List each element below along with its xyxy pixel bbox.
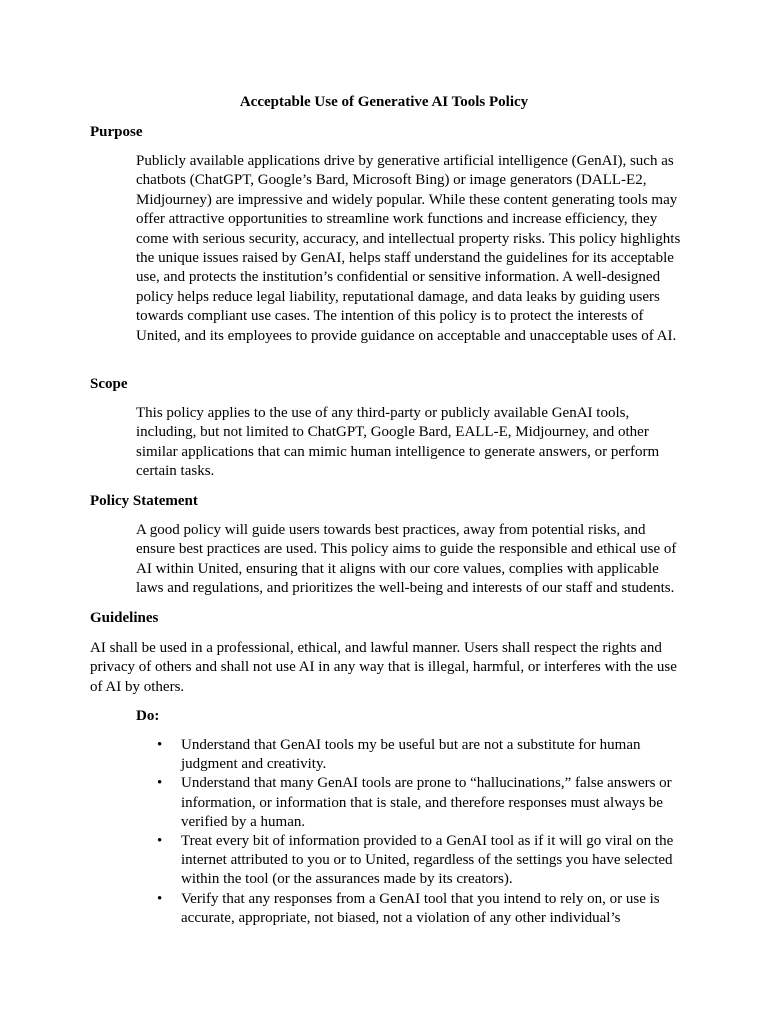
list-item (136, 832, 681, 890)
list-item (136, 890, 681, 928)
bullet-icon: • (157, 833, 163, 850)
policy-statement-heading: Policy Statement (90, 493, 198, 509)
bullet-icon: • (157, 737, 163, 753)
purpose-paragraph: Publicly available applications drive by generative artificial intelligence (GenAI), such as chatbots (ChatGPT, Google’s Bard, Microsoft Bing) or image generators (DALL-E2, Midjourney) are impressive and widely popular. While these content generating tools may offer attractive opportunities to streamline work functions and increase efficiency, they come with serious security, accuracy, and intellectual property risks. This policy highlights the unique issues raised by GenAI, helps staff understand the guidelines for its acceptable use, and protects the institution’s confidential or sensitive information. A well-designed policy helps reduce legal liability, reputational damage, and data leaks by guiding users towards compliant use cases. The intention of this policy is to protect the interests of United, and its employees to provide guidance on acceptable and unacceptable uses of AI. (136, 153, 681, 344)
list-item (136, 774, 681, 832)
do-list (136, 736, 681, 928)
bullet-icon: • (157, 775, 163, 792)
list-item-text: Understand that many GenAI tools are prone to “hallucinations,” false answers or information, or information that is stale, and therefore responses must always be verified by a human. (181, 775, 672, 830)
do-label: Do: (136, 708, 160, 724)
purpose-heading: Purpose (90, 124, 143, 140)
list-item-text: Verify that any responses from a GenAI tool that you intend to rely on, or use is accurate, appropriate, not biased, not a violation of any other individual’s (181, 890, 660, 926)
guidelines-paragraph: AI shall be used in a professional, ethical, and lawful manner. Users shall respect the rights and privacy of others and shall not use AI in any way that is illegal, harmful, or interferes with the use of AI by others. (90, 640, 677, 695)
scope-paragraph: This policy applies to the use of any third-party or publicly available GenAI tools, including, but not limited to ChatGPT, Google Bard, EALL-E, Midjourney, and other similar applications that can mimic human intelligence to generate answers, or perform certain tasks. (136, 405, 660, 480)
policy-statement-paragraph: A good policy will guide users towards best practices, away from potential risks, and ensure best practices are used. This policy aims to guide the responsible and ethical use of AI within United, ensuring that it aligns with our core values, complies with applicable laws and regulations, and prioritizes the well-being and interests of our staff and students. (136, 522, 677, 597)
list-item (136, 736, 681, 774)
list-item-text: Treat every bit of information provided to a GenAI tool as if it will go viral on the internet attributed to you or to United, regardless of the settings you have selected within the tool (or the assurances made by its creators). (181, 833, 674, 888)
bullet-icon: • (157, 890, 163, 907)
scope-heading: Scope (90, 376, 128, 392)
document-title: Acceptable Use of Generative AI Tools Policy (239, 94, 529, 110)
guidelines-heading: Guidelines (90, 610, 159, 626)
list-item-text: Understand that GenAI tools my be useful but are not a substitute for human judgment and creativity. (181, 737, 641, 773)
